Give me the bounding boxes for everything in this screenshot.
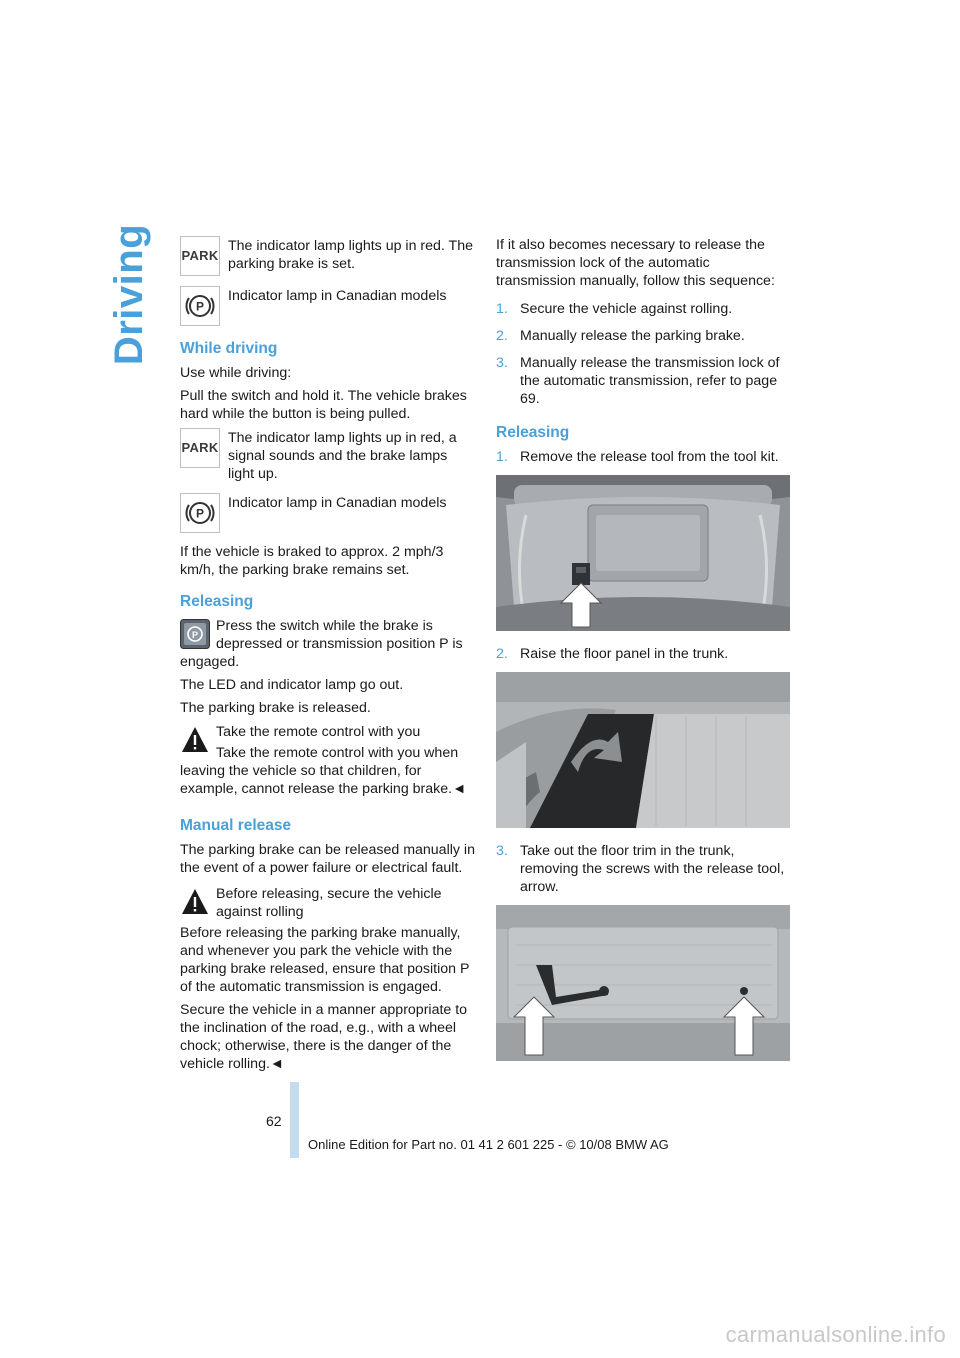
paragraph: The parking brake can be released manually in the event of a power failure or electrical fault. <box>180 842 475 876</box>
list-item <box>496 327 790 345</box>
parking-brake-switch-icon <box>180 619 210 649</box>
paragraph: Before releasing the parking brake manually, and whenever you park the vehicle with the parking brake released, ensure that position P of the automatic transmission is engaged. <box>180 925 470 995</box>
releasing-block <box>180 617 476 676</box>
step-number: 1. <box>496 449 508 465</box>
lamp-description: The indicator lamp lights up in red. The parking brake is set. <box>228 238 473 272</box>
park-indicator-icon <box>180 428 220 468</box>
side-title-text: Driving <box>107 223 152 365</box>
paragraph: If it also becomes necessary to release the transmission lock of the automatic transmission manually, follow this sequence: <box>496 237 775 289</box>
warning-icon <box>180 887 210 917</box>
lamp-row-canadian <box>180 286 476 326</box>
svg-text:P: P <box>195 506 205 521</box>
svg-text:P: P <box>191 630 199 640</box>
step-number: 2. <box>496 328 508 344</box>
step-text: Remove the release tool from the tool kit. <box>520 449 779 465</box>
svg-text:P: P <box>195 299 205 314</box>
step-text: Manually release the transmission lock of the automatic transmission, refer to page 69. <box>520 355 780 407</box>
lamp-description: Indicator lamp in Canadian models <box>228 288 447 304</box>
heading-releasing-right: Releasing <box>496 424 570 441</box>
list-item <box>496 842 790 896</box>
left-column <box>180 236 476 1078</box>
warning-block <box>180 723 476 803</box>
step-number: 1. <box>496 301 508 317</box>
footer-accent-bar <box>290 1082 299 1158</box>
lamp-row-canadian <box>180 493 476 533</box>
release-steps-list <box>496 842 790 896</box>
step-text: Secure the vehicle against rolling. <box>520 301 733 317</box>
paragraph: Press the switch while the brake is depressed or transmission position P is engaged. <box>180 618 463 670</box>
list-item <box>496 300 790 318</box>
park-indicator-icon <box>180 236 220 276</box>
heading-releasing: Releasing <box>180 593 254 610</box>
step-number: 3. <box>496 843 508 859</box>
heading-while-driving: While driving <box>180 340 278 357</box>
list-item <box>496 645 790 663</box>
warning-block <box>180 885 476 924</box>
paragraph: The parking brake is released. <box>180 700 371 716</box>
trunk-tool-kit-photo <box>496 475 790 631</box>
step-text: Manually release the parking brake. <box>520 328 745 344</box>
watermark[interactable]: carmanualsonline.info <box>725 1322 946 1347</box>
paragraph: If the vehicle is braked to approx. 2 mph/3 km/h, the parking brake remains set. <box>180 544 444 578</box>
warning-title: Take the remote control with you <box>216 724 421 740</box>
lamp-row-park <box>180 236 476 276</box>
paragraph: The LED and indicator lamp go out. <box>180 677 404 693</box>
park-label: PARK <box>181 248 219 263</box>
paragraph: Pull the switch and hold it. The vehicle brakes hard while the button is being pulled. <box>180 388 467 422</box>
step-text: Raise the floor panel in the trunk. <box>520 646 729 662</box>
trunk-floor-panel-photo <box>496 672 790 828</box>
lamp-description: Indicator lamp in Canadian models <box>228 495 447 511</box>
heading-manual-release: Manual release <box>180 817 292 834</box>
list-item <box>496 354 790 408</box>
canadian-brake-indicator-icon <box>180 286 220 326</box>
canadian-brake-indicator-icon <box>180 493 220 533</box>
paragraph: Secure the vehicle in a manner appropriate to the inclination of the road, e.g., with a wheel chock; otherwise, there is the danger of the vehicle rolling.◄ <box>180 1002 468 1072</box>
page-number: 62 <box>266 1113 282 1129</box>
lamp-row-park <box>180 428 476 483</box>
paragraph: Use while driving: <box>180 365 292 381</box>
right-column <box>496 236 790 1075</box>
footer-edition: Online Edition for Part no. 01 41 2 601 225 - © 10/08 BMW AG <box>308 1137 669 1152</box>
park-label: PARK <box>181 440 219 455</box>
sequence-list <box>496 300 790 408</box>
warning-title: Before releasing, secure the vehicle against rolling <box>216 886 442 920</box>
warning-icon <box>180 725 210 755</box>
step-number: 3. <box>496 355 508 371</box>
lamp-description: The indicator lamp lights up in red, a signal sounds and the brake lamps light up. <box>228 430 457 482</box>
step-number: 2. <box>496 646 508 662</box>
trunk-floor-trim-photo <box>496 905 790 1061</box>
release-steps-list <box>496 645 790 663</box>
release-steps-list <box>496 448 790 466</box>
step-text: Take out the floor trim in the trunk, removing the screws with the release tool, arrow. <box>520 843 785 895</box>
section-side-title <box>107 223 152 365</box>
list-item <box>496 448 790 466</box>
warning-body: Take the remote control with you when leaving the vehicle so that children, for example, cannot release the parking brake.◄ <box>180 745 467 797</box>
